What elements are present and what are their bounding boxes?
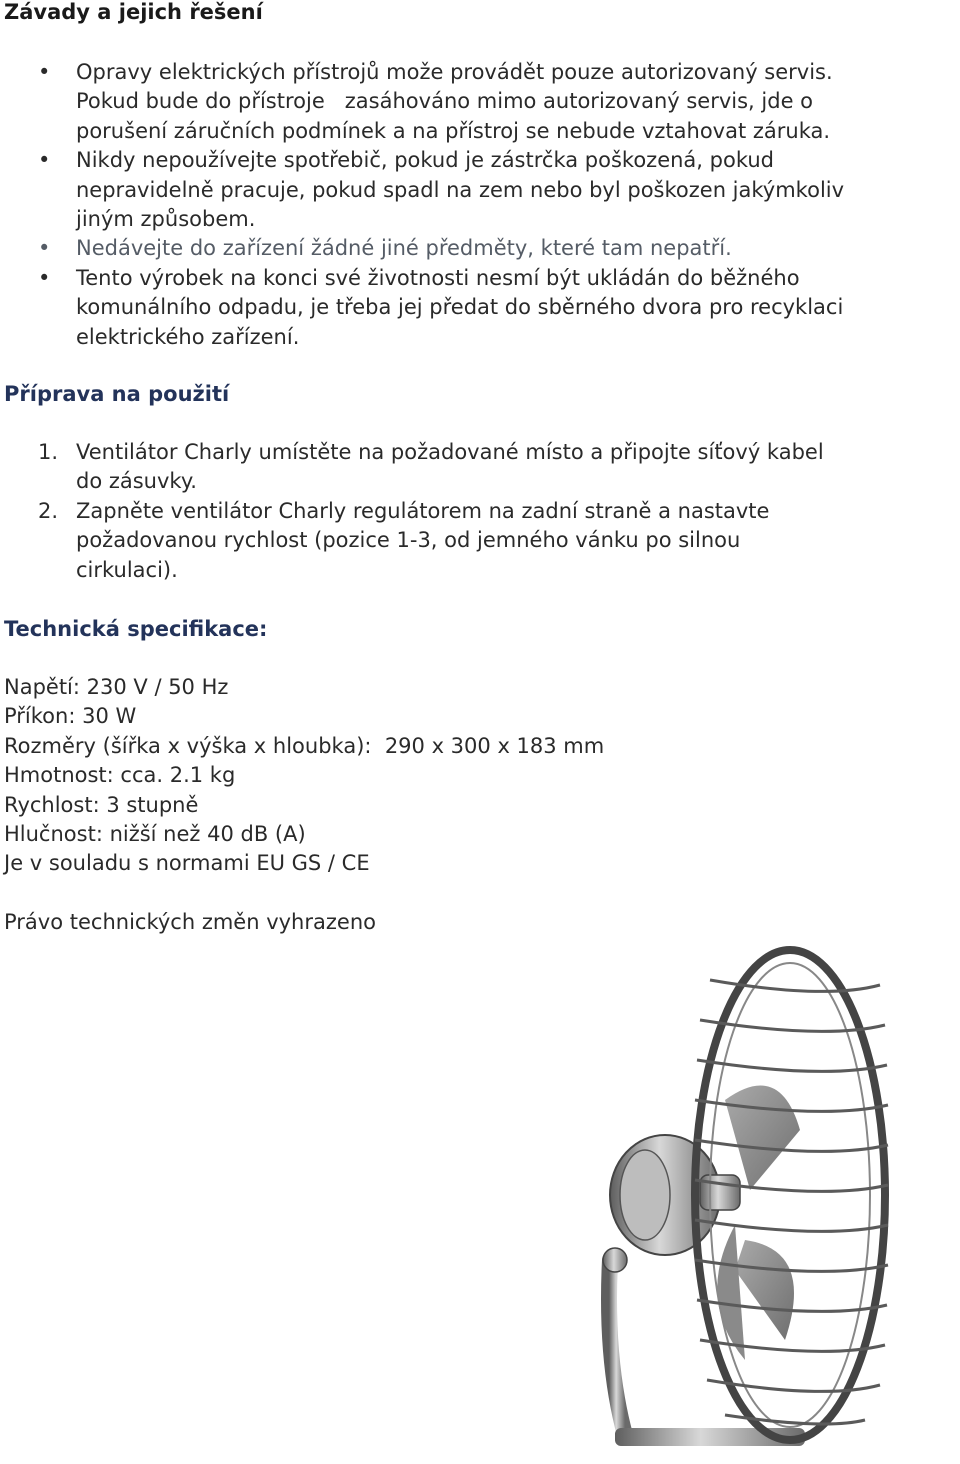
faults-list bbox=[0, 58, 844, 352]
step-line: cirkulaci). bbox=[76, 557, 178, 582]
section-title-technical: Technická specifikace: bbox=[4, 617, 268, 641]
spec-compliance: Je v souladu s normami EU GS / CE bbox=[4, 851, 370, 876]
spec-voltage: Napětí: 230 V / 50 Hz bbox=[4, 675, 229, 699]
list-item-line: Nikdy nepoužívejte spotřebič, pokud je zástrčka poškozená, pokud bbox=[76, 148, 774, 173]
list-item-line: nepravidelně pracuje, pokud spadl na zem nebo byl poškozen jakýmkoliv bbox=[76, 177, 845, 202]
list-item-line: jiným způsobem. bbox=[76, 207, 256, 232]
list-item-line: Nedávejte do zařízení žádné jiné předměty, které tam nepatří. bbox=[76, 236, 732, 261]
list-item-line: porušení záručních podmínek a na přístroj se nebude vztahovat záruka. bbox=[76, 118, 831, 143]
list-item-line: Pokud bude do přístroje zasáhováno mimo autorizovaný servis, jde o bbox=[76, 89, 814, 114]
step-item bbox=[0, 497, 824, 585]
step-item bbox=[0, 438, 824, 497]
list-item-line: Tento výrobek na konci své životnosti nesmí být ukládán do běžného bbox=[76, 265, 800, 290]
list-item bbox=[0, 234, 844, 263]
fan-illustration bbox=[585, 940, 905, 1460]
spec-list bbox=[4, 673, 604, 937]
spec-noise: Hlučnost: nižší než 40 dB (A) bbox=[4, 821, 306, 846]
preparation-steps bbox=[0, 438, 824, 585]
bullet-icon: • bbox=[38, 236, 51, 261]
step-line: požadovanou rychlost (pozice 1-3, od jemného vánku po silnou bbox=[76, 528, 741, 553]
list-item bbox=[0, 264, 844, 352]
section-title-faults: Závady a jejich řešení bbox=[4, 0, 263, 24]
spec-power: Příkon: 30 W bbox=[4, 704, 137, 729]
fan-icon bbox=[585, 940, 905, 1460]
step-number: 2. bbox=[38, 498, 59, 523]
step-line: do zásuvky. bbox=[76, 469, 197, 494]
list-item bbox=[0, 146, 844, 234]
step-line: Zapněte ventilátor Charly regulátorem na zadní straně a nastavte bbox=[76, 498, 770, 523]
step-line: Ventilátor Charly umístěte na požadované místo a připojte síťový kabel bbox=[76, 440, 824, 464]
bullet-icon: • bbox=[38, 148, 51, 173]
list-item-line: komunálního odpadu, je třeba jej předat do sběrného dvora pro recyklaci bbox=[76, 295, 844, 320]
spec-speed: Rychlost: 3 stupně bbox=[4, 792, 199, 817]
spec-weight: Hmotnost: cca. 2.1 kg bbox=[4, 763, 236, 788]
list-item-line: Opravy elektrických přístrojů može provádět pouze autorizovaný servis. bbox=[76, 60, 833, 84]
step-number: 1. bbox=[38, 440, 59, 464]
bullet-icon: • bbox=[38, 265, 51, 290]
section-title-preparation: Příprava na použití bbox=[4, 382, 230, 406]
list-item bbox=[0, 58, 844, 146]
list-item-line: elektrického zařízení. bbox=[76, 324, 300, 349]
bullet-icon: • bbox=[38, 60, 51, 84]
reserved-note: Právo technických změn vyhrazeno bbox=[4, 909, 376, 934]
spec-dimensions: Rozměry (šířka x výška x hloubka): 290 x 300 x 183 mm bbox=[4, 733, 605, 758]
